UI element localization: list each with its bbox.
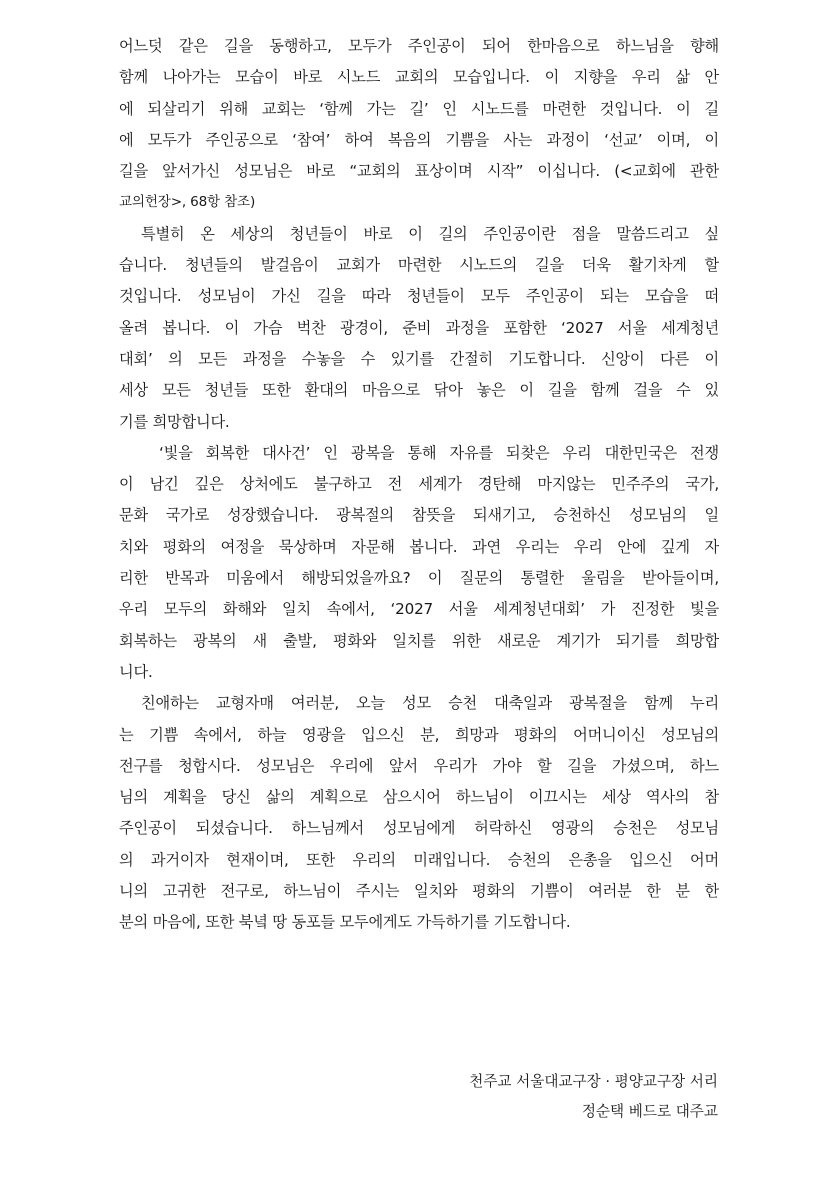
- text-line: 에 모두가 주인공으로 ‘참여’ 하여 복음의 기쁨을 사는 과정이 ‘선교’ 이며, 이: [119, 130, 719, 149]
- text-line: 회복하는 광복의 새 출발, 평화와 일치를 위한 새로운 계기가 되기를 희망합: [119, 631, 719, 650]
- text-line: 리한 반목과 미움에서 해방되었을까요? 이 질문의 통렬한 울림을 받아들이며,: [119, 569, 719, 588]
- text-line: 니의 고귀한 전구로, 하느님이 주시는 일치와 평화의 기쁨이 여러분 한 분 한: [119, 882, 719, 901]
- text-line: 친애하는 교형자매 여러분, 오늘 성모 승천 대축일과 광복절을 함께 누리: [141, 694, 719, 713]
- signature-title: 천주교 서울대교구장 · 평양교구장 서리: [469, 1073, 718, 1090]
- paragraph-2: [119, 219, 719, 438]
- text-line: 주인공이 되셨습니다. 하느님께서 성모님에게 허락하신 영광의 승천은 성모님: [119, 819, 719, 838]
- text-line: 기를 희망합니다.: [119, 412, 230, 431]
- text-line: 문화 국가로 성장했습니다. 광복절의 참뜻을 되새기고, 승천하신 성모님의 일: [119, 506, 719, 525]
- text-line: 님의 계획을 당신 삶의 계획으로 삼으시어 하느님이 이끄시는 세상 역사의 참: [119, 788, 719, 807]
- text-line: 어느덧 같은 길을 동행하고, 모두가 주인공이 되어 한마음으로 하느님을 향해: [119, 37, 719, 55]
- letter-body: [119, 31, 719, 939]
- text-line: 치와 평화의 여정을 묵상하며 자문해 봅니다. 과연 우리는 우리 안에 깊게 자: [119, 537, 719, 556]
- paragraph-4: [119, 688, 719, 938]
- text-line: 특별히 온 세상의 청년들이 바로 이 길의 주인공이란 점을 말씀드리고 싶: [141, 224, 719, 243]
- text-line: 우리 모두의 화해와 일치 속에서, ‘2027 서울 세계청년대회’ 가 진정한 빛을: [119, 600, 719, 619]
- text-line: 것입니다. 성모님이 가신 길을 따라 청년들이 모두 주인공이 되는 모습을 떠: [119, 287, 719, 306]
- text-line: 함께 나아가는 모습이 바로 시노드 교회의 모습입니다. 이 지향을 우리 삶 안: [119, 68, 719, 87]
- text-line: 전구를 청합시다. 성모님은 우리에 앞서 우리가 가야 할 길을 가셨으며, 하느: [119, 756, 719, 775]
- text-line: 세상 모든 청년들 또한 환대의 마음으로 닦아 놓은 이 길을 함께 걸을 수 있: [119, 381, 719, 400]
- text-line: 의 과거이자 현재이며, 또한 우리의 미래입니다. 승천의 은총을 입으신 어머: [119, 850, 719, 869]
- text-line: 습니다. 청년들의 발걸음이 교회가 마련한 시노드의 길을 더욱 활기차게 할: [119, 256, 719, 275]
- text-line: 분의 마음에, 또한 북녘 땅 동포들 모두에게도 가득하기를 기도합니다.: [119, 913, 571, 932]
- text-line: 대회’ 의 모든 과정을 수놓을 수 있기를 간절히 기도합니다. 신앙이 다른 이: [119, 349, 719, 368]
- text-line: 니다.: [119, 662, 153, 681]
- text-line: 에 되살리기 위해 교회는 ‘함께 가는 길’ 인 시노드를 마련한 것입니다. 이 길: [119, 99, 719, 118]
- text-line: 올려 봅니다. 이 가슴 벅찬 광경이, 준비 과정을 포함한 ‘2027 서울 세계청년: [119, 318, 719, 337]
- text-line: 이 남긴 깊은 상처에도 불구하고 전 세계가 경탄해 마지않는 민주주의 국가,: [119, 475, 719, 494]
- text-line: ‘빛을 회복한 대사건’ 인 광복을 통해 자유를 되찾은 우리 대한민국은 전쟁: [159, 443, 719, 462]
- text-line: 는 기쁨 속에서, 하늘 영광을 입으신 분, 희망과 평화의 어머니이신 성모님의: [119, 725, 719, 744]
- signature-name: 정순택 베드로 대주교: [581, 1103, 718, 1120]
- paragraph-1: [119, 31, 719, 219]
- text-line: 교의헌장>, 68항 참조): [119, 194, 256, 211]
- paragraph-3: [119, 438, 719, 688]
- text-line: 길을 앞서가신 성모님은 바로 “교회의 표상이며 시작” 이십니다. (<교회에 관한: [119, 162, 719, 181]
